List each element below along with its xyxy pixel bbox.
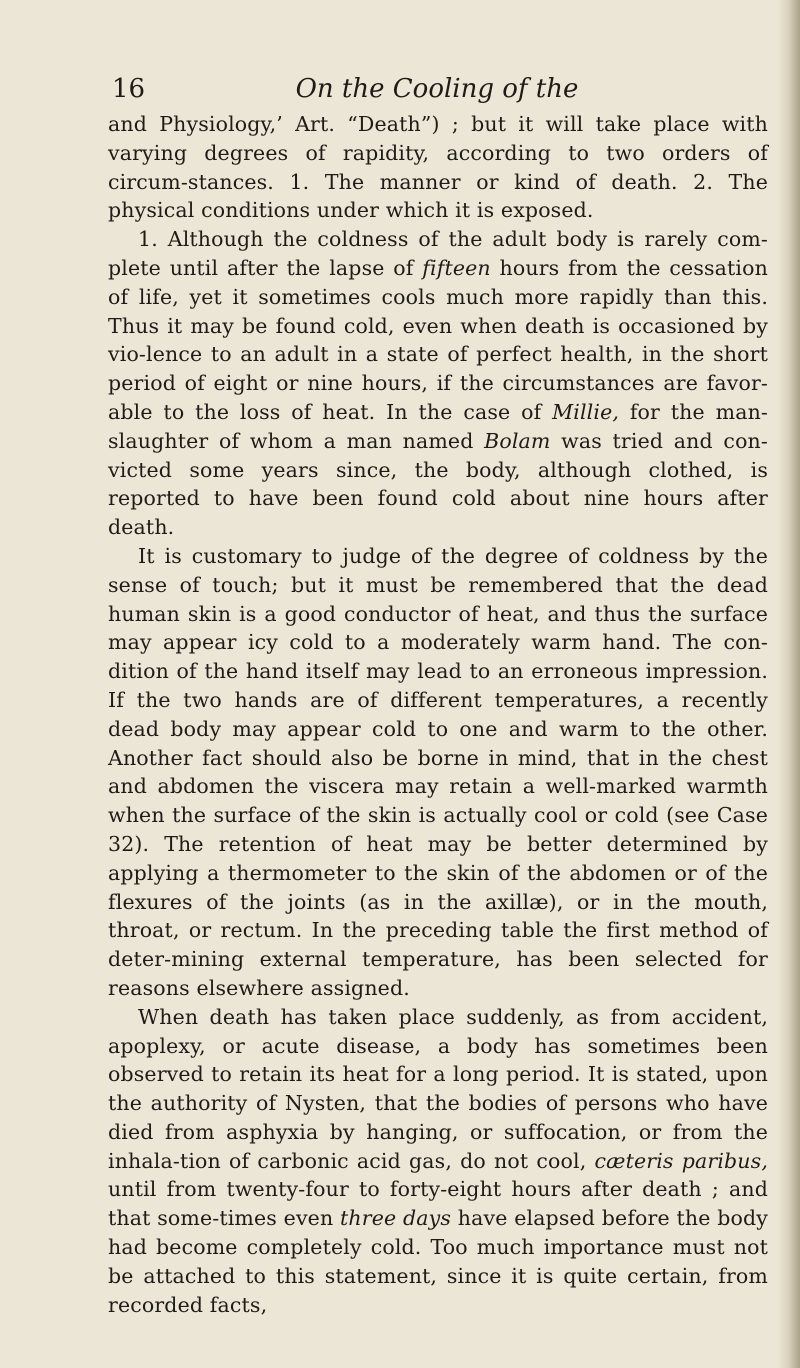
paragraph — [108, 225, 768, 542]
text-run: until from twenty-four to forty-eight hours after death ; and that some-times even — [108, 1177, 768, 1231]
paragraph — [108, 1003, 768, 1320]
text-run: 1. Although the coldness of the adult body is rarely com-plete until after the lapse of — [108, 227, 768, 280]
italic-run: fifteen — [422, 255, 491, 280]
text-run: for the man-slaughter of whom a man named — [108, 399, 769, 453]
paragraph — [108, 542, 768, 1003]
page-header — [112, 74, 762, 108]
italic-run: Millie, — [552, 399, 620, 424]
text-run: hours from the cessation of life, yet it sometimes cools much more rapidly than this. Thus it may be found cold, even when death is occasioned by vio-lence to an adult in a state of perfect health, in the short period of eight or nine hours, if the circumstances are favor-able to the loss of heat. In the case of — [108, 255, 768, 424]
body-text — [108, 110, 768, 1319]
running-title: On the Cooling of the — [295, 74, 579, 104]
italic-run: cæteris paribus, — [594, 1148, 768, 1173]
italic-run: Bolam — [484, 428, 551, 453]
text-run: When death has taken place suddenly, as from accident, apoplexy, or acute disease, a body has sometimes been observed to retain its heat for a long period. It is stated, upon the authority of Nysten, that the bodies of persons who have died from asphyxia by hanging, or suffocation, or from the inhala-tion of carbonic acid gas, do not cool, — [108, 1004, 768, 1173]
page-edge-shadow — [778, 0, 800, 1368]
text-run: was tried and con-victed some years since, the body, although clothed, is reported to have been found cold about nine hours after death. — [108, 428, 768, 540]
text-run: have elapsed before the body had become completely cold. Too much importance must not be attached to this statement, since it is quite certain, from recorded facts, — [108, 1206, 768, 1317]
page-number: 16 — [112, 74, 146, 104]
paragraph — [108, 110, 768, 225]
text-run: and Physiology,’ Art. “Death”) ; but it will take place with varying degrees of rapidity, according to two orders of circum-stances. 1. The manner or kind of death. 2. The physical conditions under which it is exposed. — [108, 112, 768, 223]
italic-run: three days — [340, 1206, 452, 1231]
text-run: It is customary to judge of the degree of coldness by the sense of touch; but it must be remembered that the dead human skin is a good conductor of heat, and thus the surface may appear icy cold to a moderately warm hand. The con-dition of the hand itself may lead to an erroneous impression. If the two hands are of different temperatures, a recently dead body may appear cold to one and warm to the other. Another fact should also be borne in mind, that in the chest and abdomen the viscera may retain a well-marked warmth when the surface of the skin is actually cool or cold (see Case 32). The retention of heat may be better determined by applying a thermometer to the skin of the abdomen or of the flexures of the joints (as in the axillæ), or in the mouth, throat, or rectum. In the preceding table the first method of deter-mining external temperature, has been selected for reasons elsewhere assigned. — [108, 543, 768, 1000]
